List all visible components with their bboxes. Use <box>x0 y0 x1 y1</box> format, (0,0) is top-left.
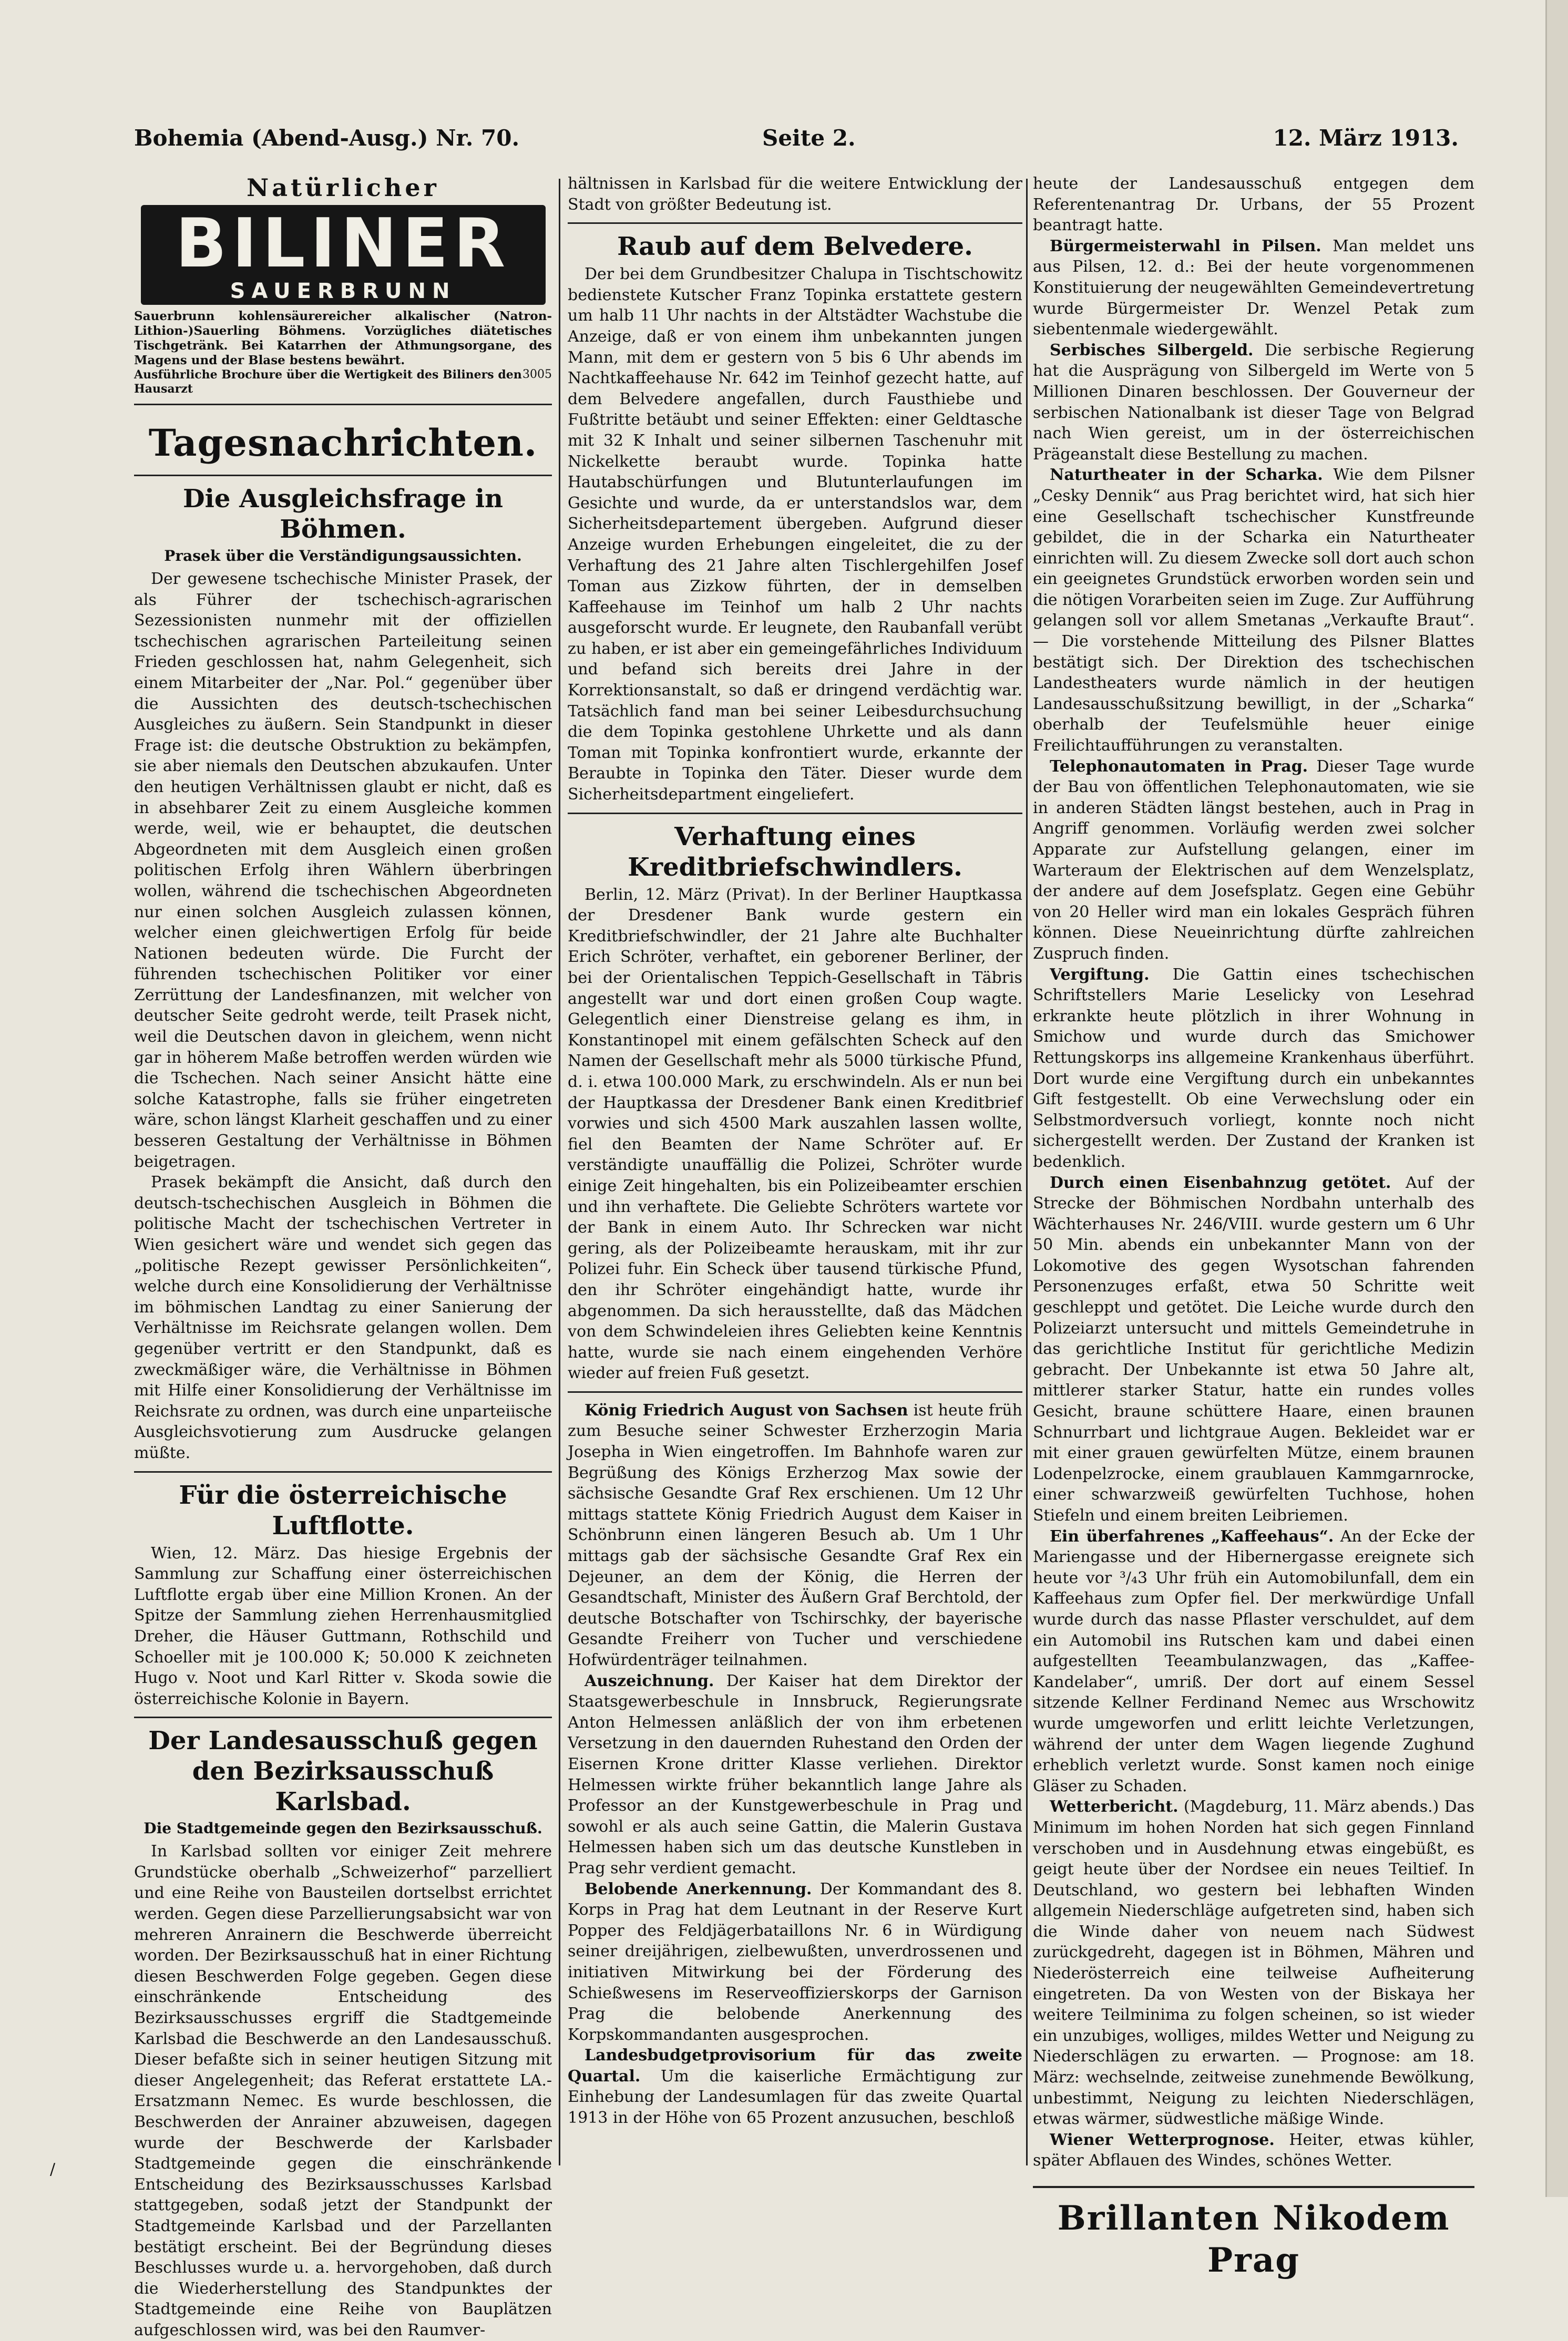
note-lead: Telephonautomaten in Prag. <box>1050 757 1308 776</box>
note-text: ist heute früh zum Besuche seiner Schwester Erzherzogin Maria Josepha in Wien eingetroffen. Im Bahnhofe waren zur Begrüßung des Königs Erzherzog Max sowie der sächsische Gesandte Graf Rex erschienen. Um 12 Uhr mittags stattete König Friedrich August dem Kaiser in Schönbrunn einen längeren Besuch ab. Um 1 Uhr mittags gab der sächsische Gesandte Graf Rex ein Dejeuner, an dem der König, die Herren der Gesandtschaft, Minister des Äußern Graf Berchtold, der deutsche Botschafter von Tschirschky, der bayerische Gesandte Freiherr von Tucher und verschiedene Hofwürdenträger teilnahmen. <box>568 1401 1022 1669</box>
note-lead: Belobende Anerkennung. <box>585 1880 812 1898</box>
column-1 <box>134 173 552 2339</box>
note-text: Die Gattin eines tschechischen Schriftstellers Marie Leselicky von Lesehrad erkrankte heute plötzlich in ihrer Wohnung in Smichow und wurde durch das Smichower Rettungskorps ins allgemeine Krankenhaus überführt. Dort wurde eine Vergiftung durch ein unbekanntes Gift festgestellt. Ob eine Verwechslung oder ein Selbstmordversuch vorliegt, konnte noch nicht sichergestellt werden. Der Zustand der Kranken ist bedenklich. <box>1033 965 1474 1171</box>
note-text: Dieser Tage wurde der Bau von öffentlichen Telephonautomaten, wie sie in anderen Städten längst bestehen, auch in Prag in Angriff genommen. Vorläufig werden zwei solcher Apparate zur Aufstellung gelangen, einer im Warteraum der Elektrischen auf dem Wenzelsplatz, der andere auf dem Josefsplatz. Gegen eine Gebühr von 20 Heller wird man ein lokales Gespräch führen können. Diese Neueinrichtung dürfte zahlreichen Zuspruch finden. <box>1033 757 1474 963</box>
news-note <box>1033 1796 1474 2130</box>
ad-tagline: Natürlicher <box>247 173 439 202</box>
ad-footer-text: Ausführliche Brochure über die Wertigkeit des Biliners den Hausarzt <box>134 368 522 396</box>
ad-brand-box <box>141 205 546 305</box>
section-title: Tagesnachrichten. <box>148 421 538 465</box>
running-head <box>134 125 1459 157</box>
note-text: Heiter, etwas kühler, später Abflauen des Windes, schönes Wetter. <box>1033 2130 1474 2170</box>
continued-text: heute der Landesausschuß entgegen dem Referentenantrag Dr. Urbans, der 55 Prozent beantragt hatte. <box>1033 174 1474 235</box>
article-paragraph: Der bei dem Grundbesitzer Chalupa in Tischtschowitz bedienstete Kutscher Franz Topinka erstattete gestern um halb 11 Uhr nachts in der Altstädter Wachstube die Anzeige, daß er von einem ihm unbekannten jungen Mann, mit dem er gestern von 5 bis 6 Uhr abends im Nachtkaffeehause Nr. 642 im Teinhof gezecht hatte, auf dem Belvedere angefallen, durch Fausthiebe und Fußtritte betäubt und seiner Effekten: einer Geldtasche mit 32 K Inhalt und seiner silbernen Taschenuhr mit Nickelkette beraubt wurde. Topinka hatte Hautabschürfungen und Blutunterlaufungen im Gesichte und wurde, da er unterstandslos war, dem Sicherheitsdepartement übergeben. Aufgrund dieser Anzeige wurden Erhebungen eingeleitet, die zu der Verhaftung des 21 Jahre alten Tischlergehilfen Josef Toman aus Zizkow führten, der in demselben Kaffeehause im Teinhof um halb 2 Uhr nachts ausgeforscht wurde. Er leugnete, den Raubanfall verübt zu haben, er ist aber ein gemeingefährliches Individuum und befand sich bereits drei Jahre in der Korrektionsanstalt, so daß er dringend verdächtig war. Tatsächlich fand man bei seiner Leibesdurchsuchung die dem Topinka gestohlene Uhrkette und als dann Toman mit Topinka konfrontiert wurde, erkannte der Beraubte in Topinka den Täter. Dieser wurde dem Sicherheitsdepartment eingeliefert. <box>568 265 1022 804</box>
news-note <box>568 1400 1022 1671</box>
corner-mark: / <box>50 2160 56 2179</box>
divider <box>134 1717 552 1718</box>
column-2 <box>568 173 1022 2181</box>
article-paragraph: Der gewesene tschechische Minister Prasek, der als Führer der tschechisch-agrarischen Sezessionisten nunmehr mit der offiziellen tschechischen agrarischen Parteileitung seinen Frieden geschlossen hat, nahm Gelegenheit, sich einem Mitarbeiter der „Nar. Pol.“ gegenüber über die Aussichten des deutsch-tschechischen Ausgleiches zu äußern. Sein Standpunkt in dieser Frage ist: die deutsche Obstruktion zu bekämpfen, sie aber niemals den Deutschen abzukaufen. Unter den heutigen Verhältnissen glaubt er nicht, daß es in absehbarer Zeit zu einem Ausgleiche kommen werde, weil, wie er behauptet, die deutschen Abgeordneten mit dem Ausgleich einen großen politischen Erfolg ihren Wählern überbringen wollen, während die tschechischen Abgeordneten nur einen solchen Ausgleich zulassen können, welcher einen gleichwertigen Erfolg für beide Nationen bedeuten würde. Die Furcht der führenden tschechischen Politiker vor einer Zerrüttung der Landesfinanzen, mit welcher von deutscher Seite gedroht werde, teilt Prasek nicht, weil die Deutschen davon in gleichem, wenn nicht gar in höherem Maße betroffen werden würden wie die Tschechen. Nach seiner Ansicht hätte eine solche Katastrophe, falls sie früher eingetreten wäre, schon längst Klarheit geschaffen und zu einer besseren Gestaltung der Verhältnisse in Böhmen beigetragen. <box>134 570 552 1171</box>
header-date: 12. März 1913. <box>1273 125 1459 151</box>
news-note <box>1033 964 1474 1173</box>
note-lead: Ein überfahrenes „Kaffeehaus“. <box>1050 1527 1334 1546</box>
divider <box>568 813 1022 814</box>
divider <box>568 222 1022 224</box>
note-lead: Bürgermeisterwahl in Pilsen. <box>1050 237 1321 255</box>
news-note <box>568 2045 1022 2128</box>
biliner-advertisement <box>134 173 552 396</box>
divider <box>568 1391 1022 1393</box>
article-title: Der Landesausschuß gegen den Bezirksausschuß Karlsbad. <box>148 1726 538 1817</box>
note-lead: Auszeichnung. <box>585 1671 714 1690</box>
note-text: Auf der Strecke der Böhmischen Nordbahn unterhalb des Wächterhauses Nr. 246/VIII. wurde gestern um 6 Uhr 50 Min. abends ein unbekannter Mann von der Lokomotive des gegen Wysotschan fahrenden Personenzuges erfaßt, etwa 50 Schritte weit geschleppt und getötet. Die Leiche wurde durch den Polizeiarzt untersucht und mittels Gemeindetruhe in das gerichtliche Institut für gerichtliche Medizin gebracht. Der Unbekannte ist etwa 50 Jahre alt, mittlerer starker Statur, hatte ein rundes volles Gesicht, braune schüttere Haare, einen braunen Schnurrbart und lichtgraue Augen. Bekleidet war er mit einer grauen gewürfelten Mütze, einem braunen Lodenpelzrocke, einem graublauen Kammgarnrocke, einer schwarzweiß gewürfelten Tuchhose, hohen Stiefeln und einem breiten Leibriemen. <box>1033 1173 1474 1525</box>
note-text: An der Ecke der Mariengasse und der Hibernergasse ereignete sich heute vor ³/₄3 Uhr früh ein Automobilunfall, dem ein Kaffeehaus zum Opfer fiel. Der merkwürdige Unfall wurde durch das nasse Pflaster verschuldet, auf dem ein Automobil ins Rutschen kam und dabei einen aufgestellten Teeambulanzwagen, das „Kaffee-Kandelaber“, umriß. Der dort auf einem Sessel sitzende Kellner Ferdinand Nemec aus Wrschowitz wurde umgeworfen und erlitt leichte Verletzungen, während der unter dem Wagen liegende Zughund erheblich verletzt wurde. Sonst kamen noch einige Gläser zu Schaden. <box>1033 1527 1474 1795</box>
note-lead: König Friedrich August von Sachsen <box>585 1401 908 1420</box>
article-paragraph: Prasek bekämpft die Ansicht, daß durch den deutsch-tschechischen Ausgleich in Böhmen die politische Macht der tschechischen Vertreter in Wien gesichert wäre und wendet sich gegen das „politische Rezept gewisser Persönlichkeiten“, welche durch eine Konsolidierung der Verhältnisse im böhmischen Landtag zu einer Sanierung der Verhältnisse im Reichsrate gelangen wollen. Dem gegenüber vertritt er den Standpunkt, daß es zweckmäßiger wäre, die Verhältnisse in Böhmen mit Hilfe einer Konsolidierung der Verhältnisse im Reichsrate zu ordnen, was durch eine unparteiische Ausgleichsvotierung zum Ausdrucke gelangen müßte. <box>134 1173 552 1462</box>
article-subtitle: Prasek über die Verständigungsaussichten. <box>164 547 522 564</box>
note-lead: Wetterbericht. <box>1050 1798 1178 1816</box>
header-page-number: Seite 2. <box>762 125 856 151</box>
ad-code: 3005 <box>522 368 552 381</box>
note-lead: Naturtheater in der Scharka. <box>1050 466 1323 485</box>
column-rule-2 <box>1026 179 1028 2165</box>
continued-text: hältnissen in Karlsbad für die weitere Entwicklung der Stadt von größter Bedeutung ist. <box>568 174 1022 214</box>
divider <box>134 1471 552 1473</box>
news-note <box>1033 1173 1474 1526</box>
news-note <box>568 1671 1022 1879</box>
note-text: Der Kommandant des 8. Korps in Prag hat dem Leutnant in der Reserve Kurt Popper des Feldjägerbataillons Nr. 6 in Würdigung seiner dreijährigen, zielbewußten, unverdrossenen und initiativen Mitwirkung bei der Förderung des Schießwesens im Reserveoffizierskorps der Garnison Prag die belobende Anerkennung des Korpskommandanten ausgesprochen. <box>568 1880 1022 2044</box>
news-note <box>568 1879 1022 2046</box>
header-publication: Bohemia (Abend-Ausg.) Nr. 70. <box>134 125 520 151</box>
note-lead: Wiener Wetterprognose. <box>1050 2130 1275 2149</box>
column-3 <box>1033 173 1475 2280</box>
divider <box>134 475 552 476</box>
news-note <box>1033 756 1474 964</box>
note-text: Wie dem Pilsner „Cesky Dennik“ aus Prag berichtet wird, hat sich hier eine Gesellschaft tschechischer Kunstfreunde gebildet, die in der Scharka ein Naturtheater einrichten will. Zu diesem Zwecke soll dort auch schon ein geeignetes Grundstück erworben worden sein und die nötigen Vorarbeiten seien im Zuge. Zur Aufführung gelangen soll vor allem Smetanas „Verkaufte Braut“. — Die vorstehende Mitteilung des Pilsner Blattes bestätigt sich. Der Direktion des tschechischen Landestheaters wurde nämlich in der heutigen Landesausschußsitzung bewilligt, in der „Scharka“ oberhalb der Teufelsmühle heuer einige Freilichtaufführungen zu veranstalten. <box>1033 466 1475 755</box>
news-note <box>1033 340 1474 465</box>
article-paragraph: In Karlsbad sollten vor einiger Zeit mehrere Grundstücke oberhalb „Schweizerhof“ parzelliert und eine Reihe von Bausteilen dortselbst errichtet werden. Gegen diese Parzellierungsabsicht war von mehreren Anrainern die Beschwerde überreicht worden. Der Bezirksausschuß hat in einer Richtung diesen Beschwerden Folge gegeben. Gegen diese einschränkende Entscheidung des Bezirksausschusses ergriff die Stadtgemeinde Karlsbad die Beschwerde an den Landesausschuß. Dieser befaßte sich in seiner heutigen Sitzung mit dieser Angelegenheit; das Referat erstattete LA.-Ersatzmann Nemec. Es wurde beschlossen, die Beschwerden der Anrainer abzuweisen, dagegen wurde der Beschwerde der Karlsbader Stadtgemeinde gegen die einschränkende Entscheidung des Bezirksausschusses Karlsbad stattgegeben, sodaß jetzt der Standpunkt der Stadtgemeinde Karlsbad und der Parzellanten bestätigt erscheint. Bei der Begründung dieses Beschlusses wurde u. a. hervorgehoben, daß durch die Wiederherstellung des Standpunktes der Stadtgemeinde eine Reihe von Bauplätzen aufgeschlossen wird, was bei den Raumver- <box>134 1842 552 2339</box>
note-lead: Vergiftung. <box>1050 965 1150 984</box>
page-edge <box>1545 0 1568 2197</box>
article-title: Für die österreichische Luftflotte. <box>179 1480 507 1541</box>
ad-brand-name: BILINER <box>175 204 511 283</box>
column-rule-1 <box>559 179 560 2165</box>
article-title: Raub auf dem Belvedere. <box>617 232 973 262</box>
article-title: Die Ausgleichsfrage in Böhmen. <box>183 484 503 544</box>
article-subtitle: Die Stadtgemeinde gegen den Bezirksausschuß. <box>144 1820 542 1837</box>
news-note <box>1033 2130 1474 2171</box>
note-text: Der Kaiser hat dem Direktor der Staatsgewerbeschule in Innsbruck, Regierungsrate Anton Helmessen anläßlich der von ihm erbetenen Versetzung in den dauernden Ruhestand den Orden der Eisernen Krone dritter Klasse verliehen. Direktor Helmessen wirkte früher bekanntlich lange Jahre als Professor an der Kunstgewerbeschule in Prag und sowohl er als auch seine Gattin, die Malerin Gustava Helmessen haben sich um das deutsche Kunstleben in Prag sehr verdient gemacht. <box>568 1671 1022 1877</box>
note-text: Um die kaiserliche Ermächtigung zur Einhebung der Landesumlagen für das zweite Quartal 1913 in der Höhe von 65 Prozent anzusuchen, beschloß <box>568 2067 1022 2128</box>
note-text: Die serbische Regierung hat die Ausprägung von Silbergeld im Werte von 5 Millionen Dinaren beschlossen. Der Gouverneur der serbischen Nationalbank ist dieser Tage von Belgrad nach Wien gereist, um in der österreichischen Prägeanstalt diese Bestellung zu machen. <box>1033 341 1474 464</box>
note-lead: Landesbudgetprovisorium für das zweite Quartal. <box>568 2046 1022 2086</box>
article-paragraph: Wien, 12. März. Das hiesige Ergebnis der Sammlung zur Schaffung einer österreichischen Luftflotte ergab über eine Million Kronen. An der Spitze der Sammlung ziehen Herrenhausmitglied Dreher, die Häuser Guttmann, Rothschild und Schoeller mit je 100.000 K; 50.000 K zeichneten Hugo v. Noot und Karl Ritter v. Skoda sowie die österreichische Kolonie in Bayern. <box>134 1544 552 1708</box>
ad-description: Sauerbrunn kohlensäurereicher alkalischer (Natron-Lithion-)Sauerling Böhmens. Vorzügliches diätetisches Tischgetränk. Bei Katarrhen der Athmungsorgane, des Magens und der Blase bestens bewährt. <box>134 309 552 367</box>
article-paragraph: Berlin, 12. März (Privat). In der Berliner Hauptkassa der Dresdener Bank wurde gestern ein Kreditbriefschwindler, der 21 Jahre alte Buchhalter Erich Schröter, verhaftet, ein geborener Berliner, der bei der Orientalischen Teppich-Gesellschaft in Täbris angestellt war und dort einen großen Coup wagte. Gelegentlich einer Dienstreise gelang es ihm, in Konstantinopel mit einem gefälschten Scheck auf den Namen der Gesellschaft mehr als 5000 türkische Pfund, d. i. etwa 100.000 Mark, zu erschwindeln. Als er nun bei der Hauptkassa der Dresdener Bank einen Kreditbrief vorwies und sich 4500 Mark auszahlen lassen wollte, fiel den Beamten der Name Schröter auf. Er verständigte unauffällig die Polizei, Schröter wurde einige Zeit hingehalten, bis ein Polizeibeamter erschien und ihn verhaftete. Die Geliebte Schröters wartete vor der Bank in einem Auto. Ihr Schrecken war nicht gering, als der Polizeibeamte herauskam, mit ihr zur Polizei fuhr. Ein Scheck über tausend türkische Pfund, den ihr Schröter eingehändigt hatte, wurde ihr abgenommen. Da sich herausstellte, daß das Mädchen von dem Schwindeleien ihres Geliebten keine Kenntnis hatte, wurde sie nach einem eingehenden Verhöre wieder auf freien Fuß gesetzt. <box>568 885 1022 1383</box>
news-note <box>1033 465 1474 756</box>
news-note <box>1033 236 1474 340</box>
note-text: (Magdeburg, 11. März abends.) Das Minimum im hohen Norden hat sich gegen Finnland verschoben und in Ausdehnung etwas eingebüßt, es geigt heute über der Nordsee ein neues Teiltief. In Deutschland, wo gestern bei lebhaften Winden allgemein Niederschläge aufgetreten sind, haben sich die Winde daher von neuem nach Südwest zurückgedreht, dagegen ist in Böhmen, Mähren und Niederösterreich eine teilweise Aufheiterung eingetreten. Da von Westen von der Biskaya her weitere Teilminima zu folgen scheinen, so ist wieder ein unzubiges, wolliges, mildes Wetter und Neigung zu Niederschlägen zu erwarten. — Prognose: am 18. März: wechselnde, zeitweise zunehmende Bewölkung, unbestimmt, Neigung zu leichten Niederschlägen, etwas wärmer, südwestliche mäßige Winde. <box>1033 1798 1474 2129</box>
news-note <box>1033 1526 1474 1797</box>
bottom-advertisement: Brillanten Nikodem Prag <box>1033 2186 1474 2282</box>
ad-product-kind: SAUERBRUNN <box>230 279 456 303</box>
ad-footer <box>134 368 552 396</box>
note-text: Man meldet uns aus Pilsen, 12. d.: Bei der heute vorgenommenen Konstituierung der neugewählten Gemeindevertretung wurde Bürgermeister Dr. Wenzel Petak zum siebentenmale wiedergewählt. <box>1033 237 1474 339</box>
divider <box>134 404 552 405</box>
note-lead: Serbisches Silbergeld. <box>1050 341 1254 360</box>
note-lead: Durch einen Eisenbahnzug getötet. <box>1050 1173 1391 1192</box>
article-title: Verhaftung eines Kreditbriefschwindlers. <box>628 822 962 882</box>
